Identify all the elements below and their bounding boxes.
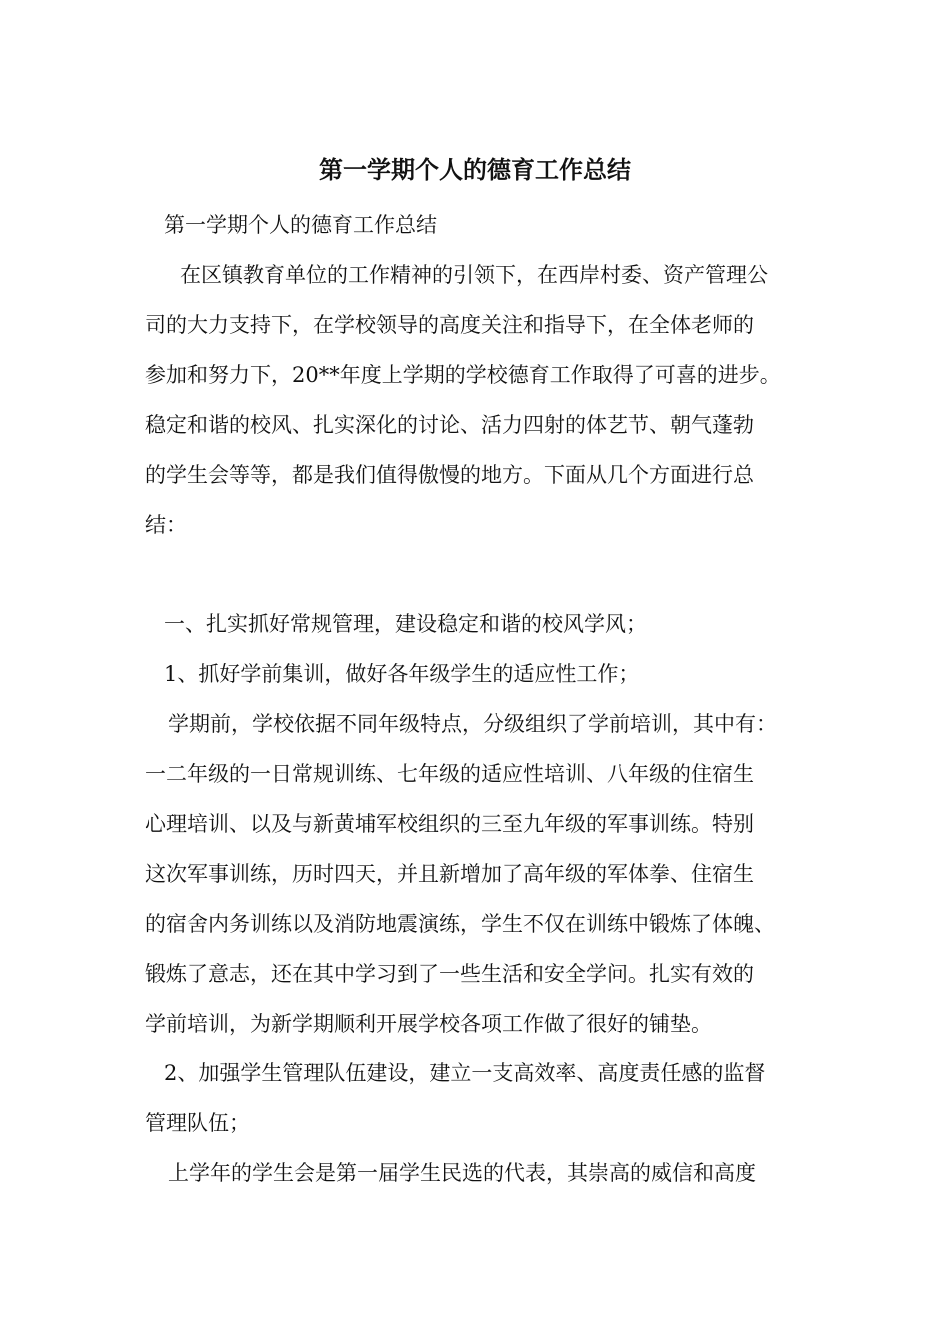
paragraph-line: 参加和努力下，20**年度上学期的学校德育工作取得了可喜的进步。 [145,363,781,387]
paragraph-line: 学前培训，为新学期顺利开展学校各项工作做了很好的铺垫。 [145,1012,712,1036]
subtitle-line: 第一学期个人的德育工作总结 [164,213,437,237]
paragraph-line: 结： [145,513,187,537]
subsection-heading: 1、抓好学前集训，做好各年级学生的适应性工作； [164,662,640,686]
paragraph-line: 稳定和谐的校风、扎实深化的讨论、活力四射的体艺节、朝气蓬勃 [145,413,754,437]
document-title: 第一学期个人的德育工作总结 [319,156,631,184]
paragraph-line: 学期前，学校依据不同年级特点，分级组织了学前培训，其中有： [168,712,777,736]
subsection-heading: 2、加强学生管理队伍建设，建立一支高效率、高度责任感的监督 [164,1061,766,1085]
paragraph-line: 心理培训、以及与新黄埔军校组织的三至九年级的军事训练。特别 [145,812,754,836]
paragraph-line: 的宿舍内务训练以及消防地震演练，学生不仅在训练中锻炼了体魄、 [145,912,775,936]
subsection-heading-cont: 管理队伍； [145,1111,250,1135]
paragraph-line: 一二年级的一日常规训练、七年级的适应性培训、八年级的住宿生 [145,762,754,786]
paragraph-line: 锻炼了意志，还在其中学习到了一些生活和安全学问。扎实有效的 [145,962,754,986]
paragraph-line: 在区镇教育单位的工作精神的引领下，在西岸村委、资产管理公 [180,263,768,287]
paragraph-line: 这次军事训练，历时四天，并且新增加了高年级的军体拳、住宿生 [145,862,754,886]
paragraph-line: 司的大力支持下，在学校领导的高度关注和指导下，在全体老师的 [145,313,754,337]
paragraph-line: 上学年的学生会是第一届学生民选的代表，其崇高的威信和高度 [168,1161,756,1185]
section-heading: 一、扎实抓好常规管理，建设稳定和谐的校风学风； [164,612,647,636]
paragraph-line: 的学生会等等，都是我们值得傲慢的地方。下面从几个方面进行总 [145,463,754,487]
